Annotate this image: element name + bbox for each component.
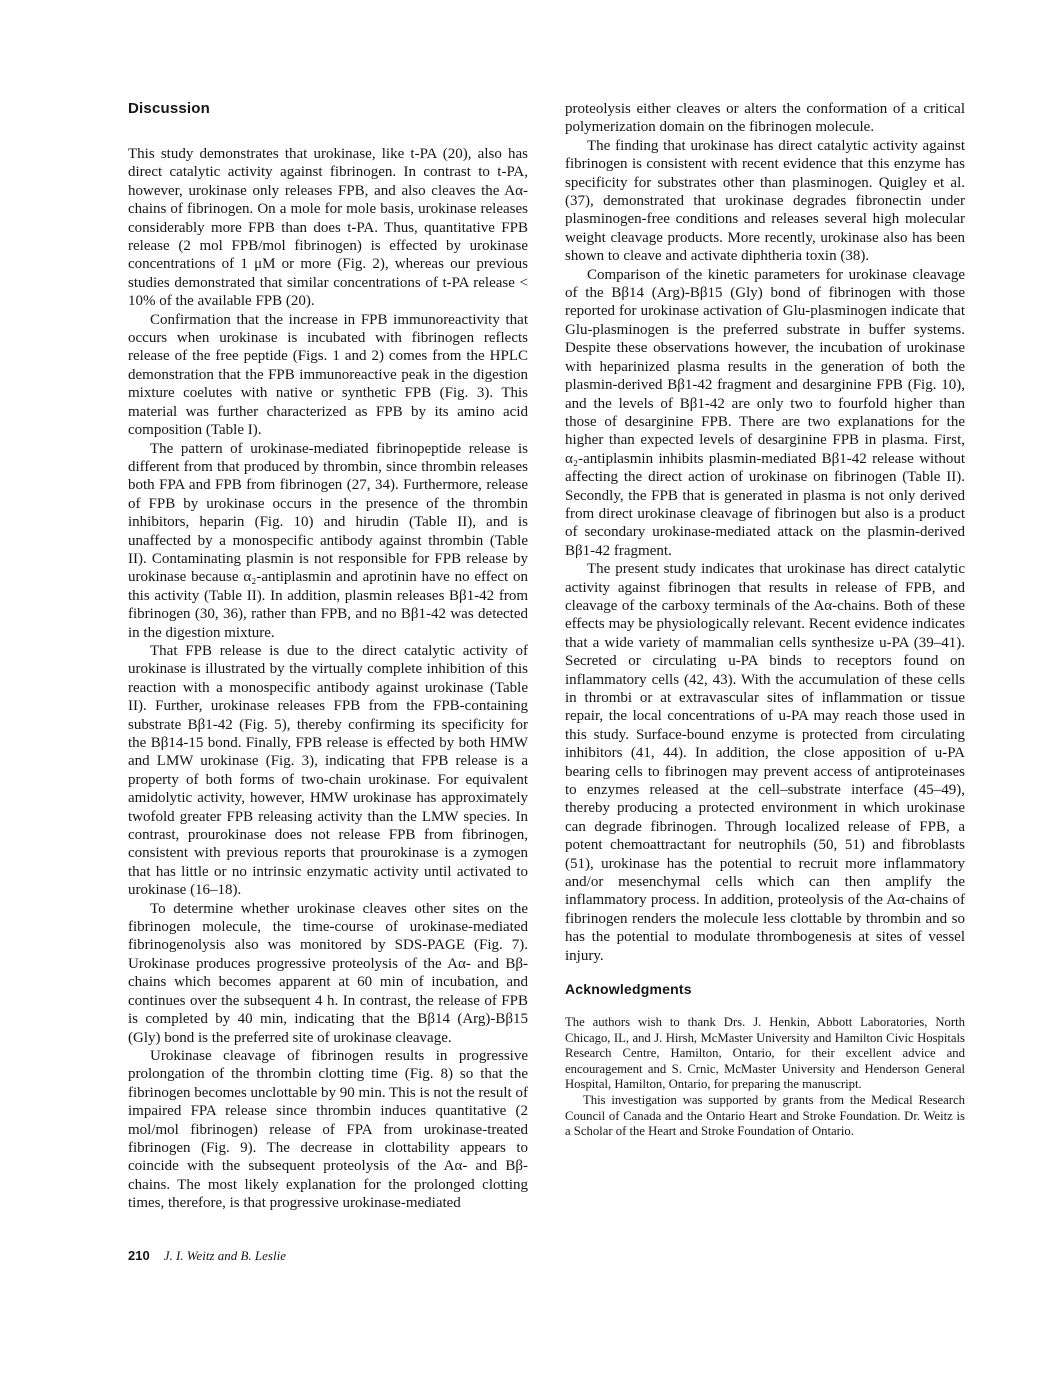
paragraph: Urokinase cleavage of fibrinogen results in progressive prolongation of the thrombin clotting time (Fig. 8) so that the fibrinogen becomes unclottable by 90 min. This is not the result of impaired FPA release since thrombin induces quantitative (2 mol/mol fibrinogen) release of FPA from urokinase-treated fibrinogen (Fig. 9). The decrease in clottability appears to coincide with the subsequent proteolysis of the Aα- and Bβ-chains. The most likely explanation for the prolonged clotting times, therefore, is that progressive urokinase-mediated [128, 1047, 528, 1212]
paper-page [128, 100, 965, 1213]
paragraph: Confirmation that the increase in FPB immunoreactivity that occurs when urokinase is incubated with fibrinogen reflects release of the free peptide (Figs. 1 and 2) comes from the HPLC demonstration that the FPB immunoreactive peak in the digestion mixture coelutes with native or synthetic FPB (Fig. 3). This material was further characterized as FPB by its amino acid composition (Table I). [128, 311, 528, 439]
right-column [565, 100, 965, 1213]
paragraph: The pattern of urokinase-mediated fibrinopeptide release is different from that produced by thrombin, since thrombin releases both FPA and FPB from fibrinogen (27, 34). Furthermore, release of FPB by urokinase occurs in the presence of the thrombin inhibitors, heparin (Fig. 10) and hirudin (Table II), and is unaffected by a monospecific antibody against thrombin (Table II). Contaminating plasmin is not responsible for FPB release by urokinase because α₂-antiplasmin and aprotinin have no effect on this activity (Table II). In addition, plasmin releases Bβ1-42 from fibrinogen (30, 36), rather than FPB, and no Bβ1-42 was detected in the digestion mixture. [128, 440, 528, 641]
paragraph: Comparison of the kinetic parameters for urokinase cleavage of the Bβ14 (Arg)-Bβ15 (Gly) bond of fibrinogen with those reported for urokinase activation of Glu-plasminogen indicate that Glu-plasminogen is the preferred substrate in buffer systems. Despite these observations however, the incubation of urokinase with heparinized plasma results in the generation of both the plasmin-derived Bβ1-42 fragment and desarginine FPB (Fig. 10), and the levels of Bβ1-42 are only two to fourfold higher than those of desarginine FPB. There are two explanations for the higher than expected levels of desarginine FPB in plasma. First, α₂-antiplasmin inhibits plasmin-mediated Bβ1-42 release without affecting the direct action of urokinase on fibrinogen (Table II). Secondly, the FPB that is generated in plasma is not only derived from direct urokinase cleavage of fibrinogen but also is a product of secondary urokinase-mediated attack on the plasmin-derived Bβ1-42 fragment. [565, 266, 965, 559]
acknowledgments-heading: Acknowledgments [565, 981, 692, 998]
paragraph: The finding that urokinase has direct catalytic activity against fibrinogen is consistent with recent evidence that this enzyme has specificity for substrates other than plasminogen. Quigley et al. (37), demonstrated that urokinase degrades fibronectin under plasminogen-free conditions and releases several high molecular weight cleavage products. More recently, urokinase also has been shown to cleave and activate diphtheria toxin (38). [565, 137, 965, 265]
paragraph: The present study indicates that urokinase has direct catalytic activity against fibrinogen that results in release of FPB, and cleavage of the carboxy terminals of the Aα-chains. Both of these effects may be physiologically relevant. Recent evidence indicates that a wide variety of mammalian cells synthesize u-PA (39–41). Secreted or circulating u-PA binds to receptors found on inflammatory cells (42, 43). With the accumulation of these cells in thrombi or at extravascular sites of inflammation or tissue repair, the local concentrations of u-PA may reach those used in this study. Surface-bound enzyme is protected from circulating inhibitors (41, 44). In addition, the close apposition of u-PA bearing cells to fibrinogen may prevent access of antiproteinases to enzymes released at the cell–substrate interface (45–49), thereby producing a protected environment in which urokinase can degrade fibrinogen. Through localized release of FPB, a potent chemoattractant for neutrophils (50, 51) and fibroblasts (51), urokinase has the potential to recruit more inflammatory and/or mesenchymal cells which can then amplify the inflammatory process. In addition, proteolysis of the Aα-chains of fibrinogen renders the molecule less clottable by thrombin and so has the potential to modulate thrombogenesis at sites of vessel injury. [565, 561, 965, 964]
paragraph: This study demonstrates that urokinase, like t-PA (20), also has direct catalytic activity against fibrinogen. In contrast to t-PA, however, urokinase only releases FPB, and also cleaves the Aα-chains of fibrinogen. On a mole for mole basis, urokinase releases considerably more FPB than does t-PA. Thus, quantitative FPB release (2 mol FPB/mol fibrinogen) is effected by urokinase concentrations of 1 μM or more (Fig. 2), whereas our previous studies demonstrated that similar concentrations of t-PA release < 10% of the available FPB (20). [128, 146, 528, 310]
acknowledgments-paragraph: The authors wish to thank Drs. J. Henkin, Abbott Laboratories, North Chicago, IL, and J. Hirsh, McMaster University and Hamilton Civic Hospitals Research Centre, Hamilton, Ontario, for their excellent advice and encouragement and S. Crnic, McMaster University and Henderson General Hospital, Hamilton, Ontario, for preparing the manuscript. [565, 1015, 965, 1092]
left-column [128, 100, 528, 1213]
paragraph: To determine whether urokinase cleaves other sites on the fibrinogen molecule, the time-course of urokinase-mediated fibrinogenolysis also was monitored by SDS-PAGE (Fig. 7). Urokinase produces progressive proteolysis of the Aα- and Bβ-chains which becomes apparent at 60 min of incubation, and continues over the subsequent 4 h. In contrast, the release of FPB is completed by 40 min, indicating that the Bβ14 (Arg)-Bβ15 (Gly) bond is the preferred site of urokinase cleavage. [128, 900, 528, 1046]
page-number: 210 [128, 1248, 150, 1263]
paragraph: proteolysis either cleaves or alters the conformation of a critical polymerization domain on the fibrinogen molecule. [565, 101, 965, 136]
discussion-heading: Discussion [128, 100, 211, 117]
acknowledgments-paragraph: This investigation was supported by grants from the Medical Research Council of Canada and the Ontario Heart and Stroke Foundation. Dr. Weitz is a Scholar of the Heart and Stroke Foundation of Ontario. [565, 1093, 965, 1139]
page-footer [128, 1248, 286, 1264]
paragraph: That FPB release is due to the direct catalytic activity of urokinase is illustrated by the virtually complete inhibition of this reaction with a monospecific antibody against urokinase (Table II). Further, urokinase releases FPB from the FPB-containing substrate Bβ1-42 (Fig. 5), thereby confirming its specificity for the Bβ14-15 bond. Finally, FPB release is effected by both HMW and LMW urokinase (Fig. 3), indicating that FPB release is a property of both forms of two-chain urokinase. For equivalent amidolytic activity, however, HMW urokinase has approximately twofold greater FPB releasing activity than the LMW species. In contrast, prourokinase does not release FPB from fibrinogen, consistent with previous reports that prourokinase is a zymogen that has little or no intrinsic enzymatic activity until activated to urokinase (16–18). [128, 642, 528, 899]
running-authors: J. I. Weitz and B. Leslie [163, 1248, 286, 1263]
